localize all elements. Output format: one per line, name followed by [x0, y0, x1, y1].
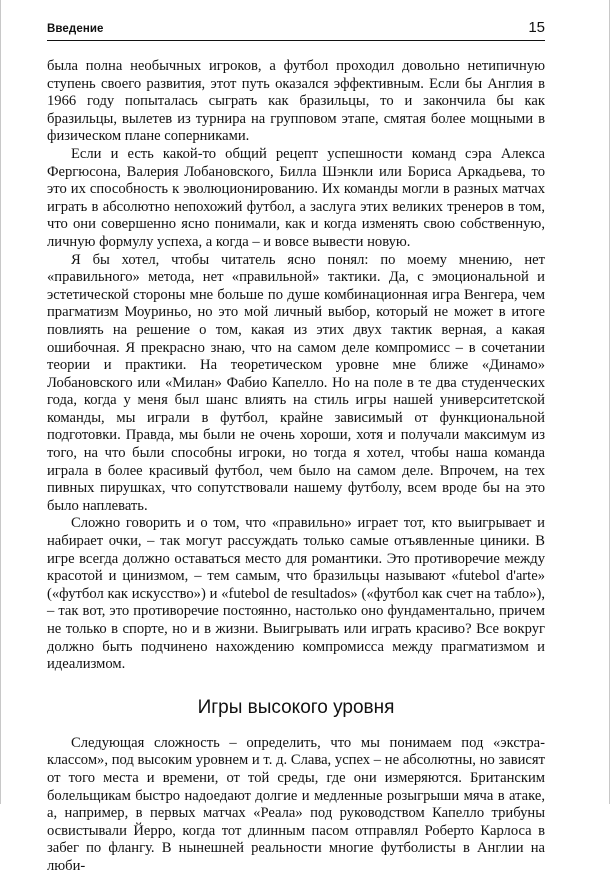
section-title: Введение	[47, 23, 104, 35]
paragraph: Следующая сложность – определить, что мы понимаем под «экстра-классом», под высоким уровнем и т. д. Слава, успех – не абсолютны, но зависят от того места и времени, от той среды, где они измеряются. Британским болельщикам быстро надоедают долгие и медленные розыгрыши мяча в атаке, а, например, в первых матчах «Реала» под руководством Капелло трибуны освистывали Йерро, когда тот длинным пасом отправлял Роберто Карлоса в забег по флангу. В нынешней реальности многие футболисты в Англии на люби-	[47, 734, 545, 874]
paragraph: была полна необычных игроков, а футбол проходил довольно нетипичную ступень своего развития, этот путь оказался эффективным. Если бы Англия в 1966 году попыталась сыграть как бразильцы, то и закончила бы как бразильцы, вылетев из турнира на групповом этапе, смятая более мощными в физическом плане соперниками.	[47, 58, 545, 145]
page-number: 15	[528, 19, 545, 36]
section-heading: Игры высокого уровня	[197, 696, 395, 718]
paragraph: Я бы хотел, чтобы читатель ясно понял: по моему мнению, нет «правильного» метода, нет «правильной» тактики. Да, с эмоциональной и эстетической стороны мне больше по душе комбинационная игра Венгера, чем прагматизм Моуриньо, но это мой личный выбор, который не может в итоге повлиять на решение о том, какая из этих двух тактик верная, а какая ошибочная. Я прекрасно знаю, что на самом деле компромисс – в сочетании теории и практики. На теоретическом уровне мне ближе «Динамо» Лобановского или «Милан» Фабио Капелло. Но на поле в те два студенческих года, когда у меня был шанс влиять на стиль игры нашей университетской команды, мы играли в футбол, крайне зависимый от функциональной подготовки. Правда, мы были не очень хороши, хотя и получали максимум из того, на что были способны игроки, но тогда я хотел, чтобы наша команда играла в более красивый футбол, чем было на самом деле. Впрочем, на тех пивных пирушках, что сопутствовали нашему футболу, всем вроде бы на это было наплевать.	[47, 251, 545, 514]
paragraph: Если и есть какой-то общий рецепт успешности команд сэра Алекса Фергюсона, Валерия Лобановского, Билла Шэнкли или Бориса Аркадьева, то это их способность к эволюционированию. Их команды могли в разных матчах играть в абсолютно непохожий футбол, а заслуга этих великих тренеров в том, что они совершенно ясно понимали, как и когда изменять свою собственную, личную формулу успеха, а когда – и вовсе вывести новую.	[47, 145, 545, 250]
running-header	[47, 18, 545, 41]
page-body	[47, 58, 545, 876]
paragraph: Сложно говорить и о том, что «правильно» играет тот, кто выигрывает и набирает очки, – так могут рассуждать только самые отъявленные циники. В игре всегда должно оставаться место для романтики. Это противоречие между красотой и цинизмом, – тем самым, что бразильцы называют «futebol d'arte» («футбол как искусство») и «futebol de resultados» («футбол как счет на табло»), – так вот, это противоречие постоянно, настолько оно фундаментально, причем не только в спорте, но и в жизни. Выигрывать или играть красиво? Все вокруг должно быть подчинено нахождению компромисса между прагматизмом и идеализмом.	[47, 515, 545, 673]
